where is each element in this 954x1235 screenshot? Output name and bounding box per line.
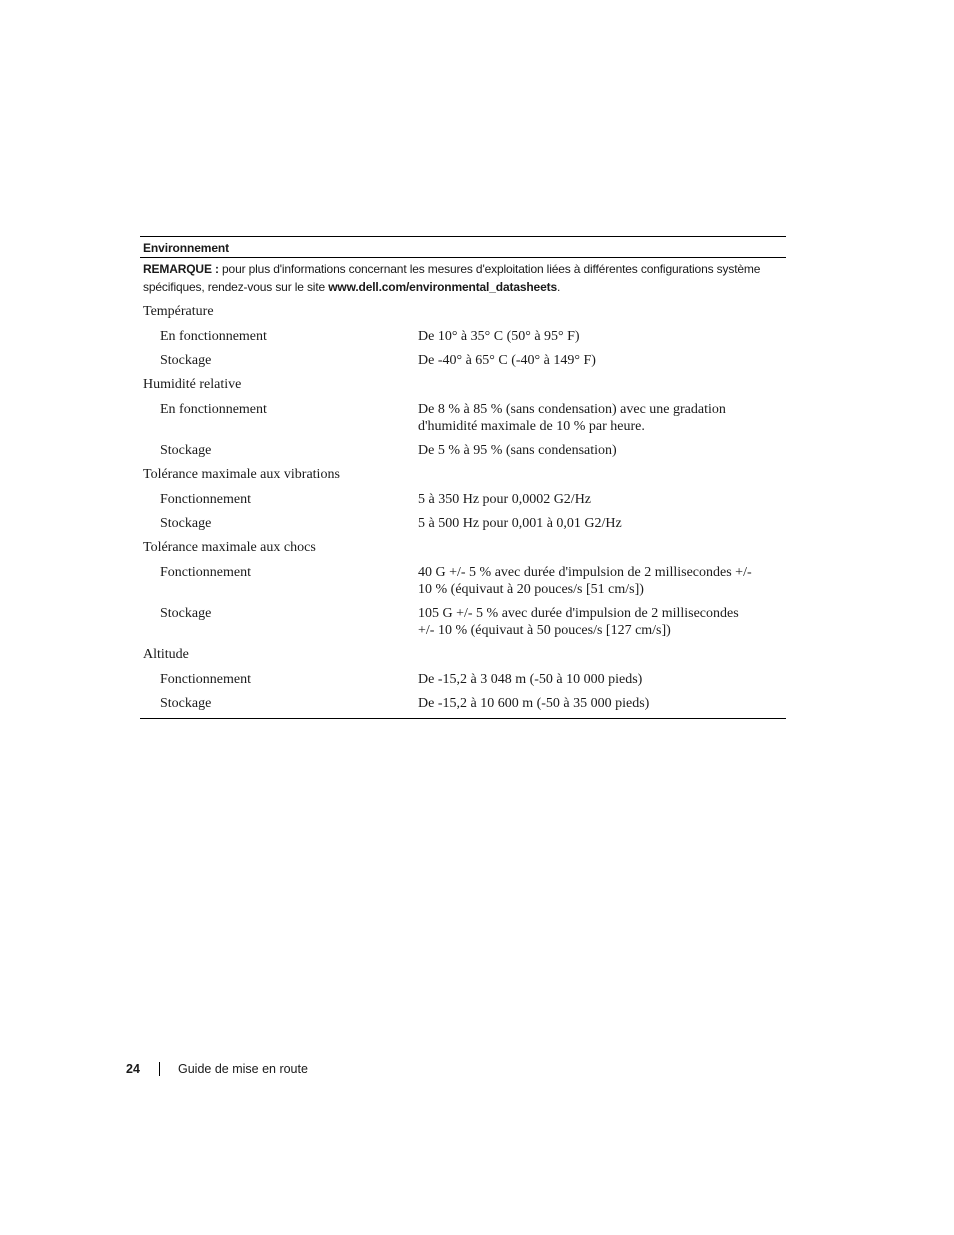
row-value: 5 à 500 Hz pour 0,001 à 0,01 G2/Hz xyxy=(418,516,622,531)
section-title: Tolérance maximale aux chocs xyxy=(143,540,316,555)
table-row xyxy=(140,435,786,459)
row-value: De -40° à 65° C (-40° à 149° F) xyxy=(418,353,596,368)
note-label: REMARQUE : xyxy=(143,262,219,276)
table-row xyxy=(140,394,786,435)
row-label: En fonctionnement xyxy=(160,402,267,417)
row-value: De 8 % à 85 % (sans condensation) avec une gradation d'humidité maximale de 10 % par heure. xyxy=(418,402,726,434)
table-row xyxy=(140,508,786,532)
row-label: Stockage xyxy=(160,443,212,458)
section-vibration xyxy=(140,459,786,532)
table-row xyxy=(140,484,786,508)
section-humidity xyxy=(140,369,786,459)
row-value: De -15,2 à 10 600 m (-50 à 35 000 pieds) xyxy=(418,696,650,711)
bottom-rule xyxy=(140,718,786,719)
row-label: En fonctionnement xyxy=(160,329,267,344)
page-footer xyxy=(126,1062,308,1076)
row-label: Stockage xyxy=(160,353,212,368)
section-title: Température xyxy=(143,304,214,319)
footer-separator xyxy=(159,1062,160,1076)
table-row xyxy=(140,688,786,712)
note-text: pour plus d'informations concernant les mesures d'exploitation liées à différentes configurations système spécifiques, rendez-vous sur le site xyxy=(143,262,761,294)
table-header: Environnement xyxy=(143,241,230,255)
environment-table xyxy=(140,236,786,719)
row-value: De -15,2 à 3 048 m (-50 à 10 000 pieds) xyxy=(418,672,643,687)
table-row xyxy=(140,321,786,345)
section-title: Humidité relative xyxy=(143,377,242,392)
note-text-end: . xyxy=(556,280,561,294)
row-value: De 5 % à 95 % (sans condensation) xyxy=(418,443,617,458)
page-number: 24 xyxy=(126,1062,140,1076)
row-label: Stockage xyxy=(160,606,212,621)
table-row xyxy=(140,664,786,688)
row-value: De 10° à 35° C (50° à 95° F) xyxy=(418,329,580,344)
section-altitude xyxy=(140,639,786,712)
row-label: Fonctionnement xyxy=(160,492,251,507)
table-row xyxy=(140,345,786,369)
row-value: 105 G +/- 5 % avec durée d'impulsion de 2 millisecondes +/- 10 % (équivaut à 50 pouces/s [127 cm/s]) xyxy=(418,606,739,638)
row-value: 40 G +/- 5 % avec durée d'impulsion de 2 millisecondes +/- 10 % (équivaut à 20 pouces/s [51 cm/s]) xyxy=(418,565,752,597)
note-block xyxy=(140,258,786,296)
row-label: Fonctionnement xyxy=(160,672,251,687)
section-temperature xyxy=(140,296,786,369)
table-row xyxy=(140,557,786,598)
section-shock xyxy=(140,532,786,639)
section-title: Altitude xyxy=(143,647,189,662)
row-label: Fonctionnement xyxy=(160,565,251,580)
footer-title: Guide de mise en route xyxy=(178,1062,308,1076)
row-label: Stockage xyxy=(160,696,212,711)
row-value: 5 à 350 Hz pour 0,0002 G2/Hz xyxy=(418,492,592,507)
row-label: Stockage xyxy=(160,516,212,531)
section-title: Tolérance maximale aux vibrations xyxy=(143,467,340,482)
note-link[interactable]: www.dell.com/environmental_datasheets xyxy=(328,280,557,294)
table-row xyxy=(140,598,786,639)
